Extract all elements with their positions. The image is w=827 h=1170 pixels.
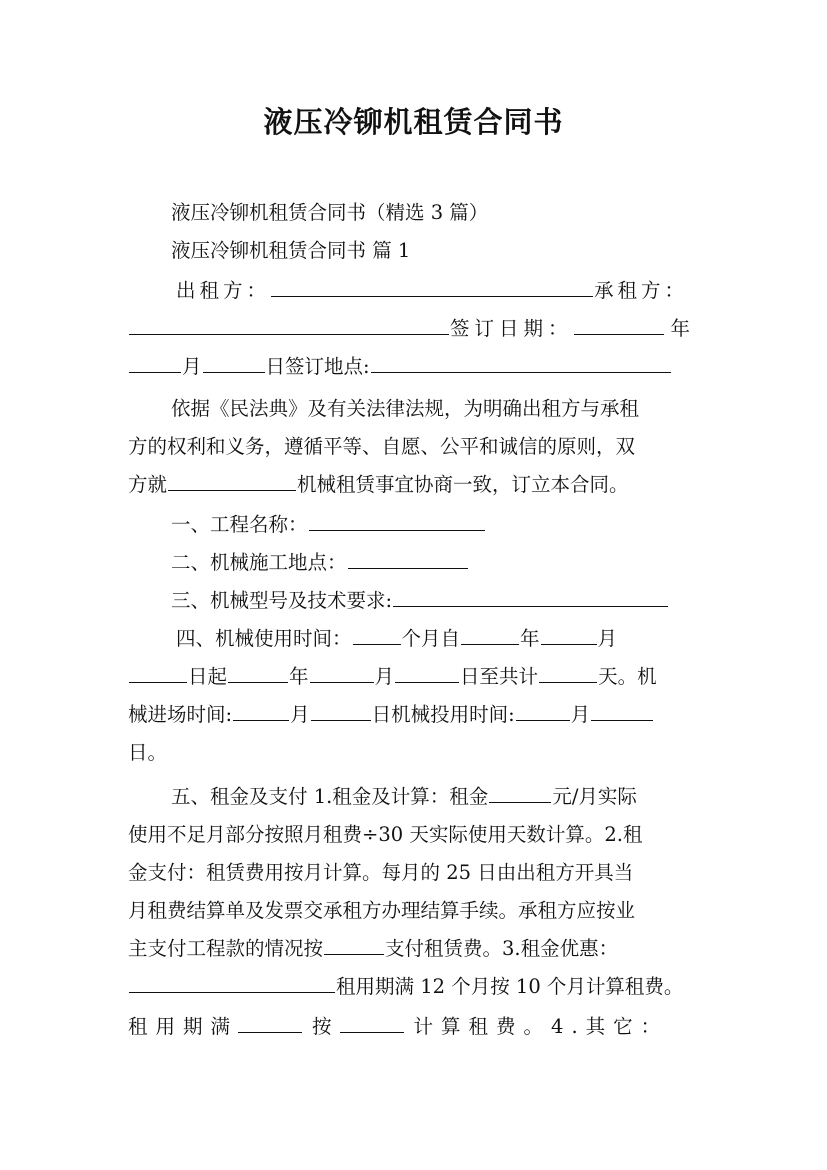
lessor-blank[interactable]	[271, 276, 593, 297]
text: 主支付工程款的情况按	[128, 937, 324, 960]
text: 租用期满 12 个月按 10 个月计算租费。	[336, 975, 684, 998]
rent-amount-blank[interactable]	[489, 782, 551, 803]
text: 天。机	[598, 665, 657, 688]
item-1	[171, 510, 703, 540]
preamble-3b: 机械租赁事宜协商一致，订立本合同。	[297, 473, 629, 496]
site-location-blank[interactable]	[348, 548, 468, 569]
item-5-label: 五、租金及支付 1.租金及计算：租金	[171, 785, 489, 808]
day-sign-place-label: 日签订地点:	[265, 355, 370, 378]
item-4-line-1	[176, 624, 703, 654]
item-5-line-5	[128, 934, 703, 964]
year-label: 年	[670, 317, 691, 340]
model-requirements-blank[interactable]	[393, 586, 668, 607]
entry-month-blank[interactable]	[233, 700, 289, 721]
project-name-blank[interactable]	[309, 510, 485, 531]
preamble-3a: 方就	[128, 473, 168, 496]
end-month-blank[interactable]	[310, 662, 374, 683]
sign-place-line	[128, 352, 703, 382]
text: 元/月实际	[552, 785, 637, 808]
item-3	[171, 586, 703, 616]
start-year-blank[interactable]	[461, 624, 519, 645]
item-5-line-1	[171, 782, 703, 812]
use-day-blank[interactable]	[591, 700, 653, 721]
sign-month-blank[interactable]	[129, 352, 181, 373]
month-label: 月	[182, 355, 202, 378]
text: 械进场时间:	[128, 703, 233, 726]
item-5-line-3: 金支付：租赁费用按月计算。每月的 25 日由出租方开具当	[128, 861, 634, 884]
item-4-line-2	[128, 662, 703, 692]
preamble-line-3	[128, 470, 703, 500]
item-4-line-4: 日。	[128, 741, 168, 764]
item-5-line-7	[128, 1012, 703, 1042]
item-3-label: 三、机械型号及技术要求:	[171, 589, 393, 612]
payment-basis-blank[interactable]	[324, 934, 384, 955]
text: 按	[312, 1015, 340, 1038]
item-5-line-2: 使用不足月部分按照月租费÷30 天实际使用天数计算。2.租	[128, 823, 643, 846]
item-2-label: 二、机械施工地点：	[171, 551, 347, 574]
sign-date-line	[128, 314, 703, 344]
sign-place-blank[interactable]	[371, 352, 671, 373]
months-blank[interactable]	[353, 624, 401, 645]
equipment-blank[interactable]	[168, 470, 296, 491]
item-1-label: 一、工程名称：	[171, 513, 308, 536]
total-days-blank[interactable]	[539, 662, 597, 683]
start-month-blank[interactable]	[541, 624, 597, 645]
subtitle: 液压冷铆机租赁合同书（精选 3 篇）	[171, 201, 489, 224]
end-year-blank[interactable]	[228, 662, 288, 683]
text: 日至共计	[460, 665, 539, 688]
text: 月	[570, 703, 591, 726]
item-5-line-6	[128, 972, 703, 1002]
period-blank[interactable]	[238, 1012, 302, 1033]
text: 支付租赁费。3.租金优惠：	[385, 937, 619, 960]
lessee-label: 承租方：	[594, 279, 689, 302]
entry-day-blank[interactable]	[311, 700, 371, 721]
document-title: 液压冷铆机租赁合同书	[263, 105, 564, 139]
text: 月	[290, 703, 310, 726]
start-day-blank[interactable]	[129, 662, 187, 683]
text: 月	[374, 665, 395, 688]
discount-blank[interactable]	[129, 972, 335, 993]
use-month-blank[interactable]	[516, 700, 570, 721]
sign-year-blank[interactable]	[574, 314, 664, 335]
preamble-line-1: 依据《民法典》及有关法律法规，为明确出租方与承租	[171, 397, 640, 420]
sign-day-blank[interactable]	[203, 352, 265, 373]
item-4-label: 四、机械使用时间：	[176, 627, 352, 650]
text: 日起	[188, 665, 228, 688]
end-day-blank[interactable]	[395, 662, 459, 683]
text: 年	[289, 665, 309, 688]
text: 租用期满	[128, 1015, 239, 1038]
text: 月	[597, 627, 618, 650]
preamble-line-2: 方的权利和义务，遵循平等、自愿、公平和诚信的原则，双	[128, 435, 636, 458]
sign-date-label: 签订日期：	[450, 317, 573, 340]
text: 个月自	[401, 627, 461, 650]
calc-basis-blank[interactable]	[340, 1012, 404, 1033]
lessor-label: 出租方：	[176, 279, 271, 302]
item-5-line-4: 月租费结算单及发票交承租方办理结算手续。承租方应按业	[128, 899, 636, 922]
parties-line	[176, 276, 703, 306]
lessee-blank[interactable]	[129, 314, 449, 335]
text: 年	[520, 627, 540, 650]
text: 计算租费。4.其它：	[413, 1015, 669, 1038]
item-2	[171, 548, 703, 578]
section-heading: 液压冷铆机租赁合同书 篇 1	[171, 239, 411, 262]
item-4-line-3	[128, 700, 703, 730]
text: 日机械投用时间:	[371, 703, 515, 726]
